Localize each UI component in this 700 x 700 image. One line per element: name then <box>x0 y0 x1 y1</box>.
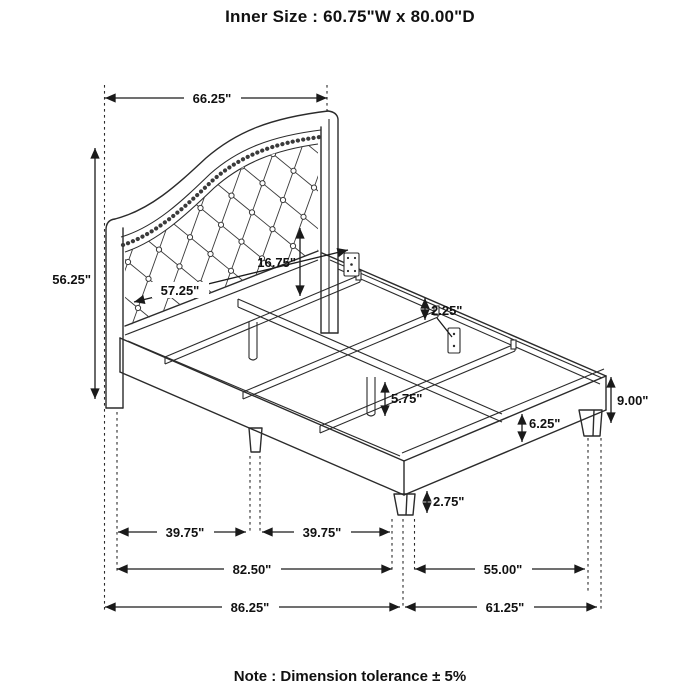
dim-headboard-width: 66.25" <box>192 91 232 106</box>
dim-overall-width: 61.25" <box>485 600 525 615</box>
dimension-labels <box>52 90 648 615</box>
dim-center-leg-height: 5.75" <box>391 391 423 406</box>
inner-size-title: Inner Size : 60.75"W x 80.00"D <box>225 7 475 26</box>
dim-side-rail-assembly-height: 9.00" <box>617 393 649 408</box>
dim-overall-length: 86.25" <box>230 600 270 615</box>
dim-headboard-inner-width: 57.25" <box>160 283 200 298</box>
dim-frame-width: 55.00" <box>483 562 523 577</box>
dim-front-leg-height: 2.75" <box>433 494 465 509</box>
dim-slat-clearance: 2.25" <box>431 303 463 318</box>
dim-leg-span-front-left: 39.75" <box>165 525 205 540</box>
dim-headboard-height: 56.25" <box>52 272 91 287</box>
dim-rail-face-height: 6.25" <box>529 416 561 431</box>
tolerance-note: Note : Dimension tolerance ± 5% <box>233 668 467 685</box>
dim-panel-to-rail-height: 16.75" <box>257 255 296 270</box>
dim-leg-span-front-right: 39.75" <box>302 525 342 540</box>
diamond-tufting <box>36 43 490 381</box>
nailhead-trim <box>123 137 320 245</box>
dim-frame-length: 82.50" <box>232 562 272 577</box>
